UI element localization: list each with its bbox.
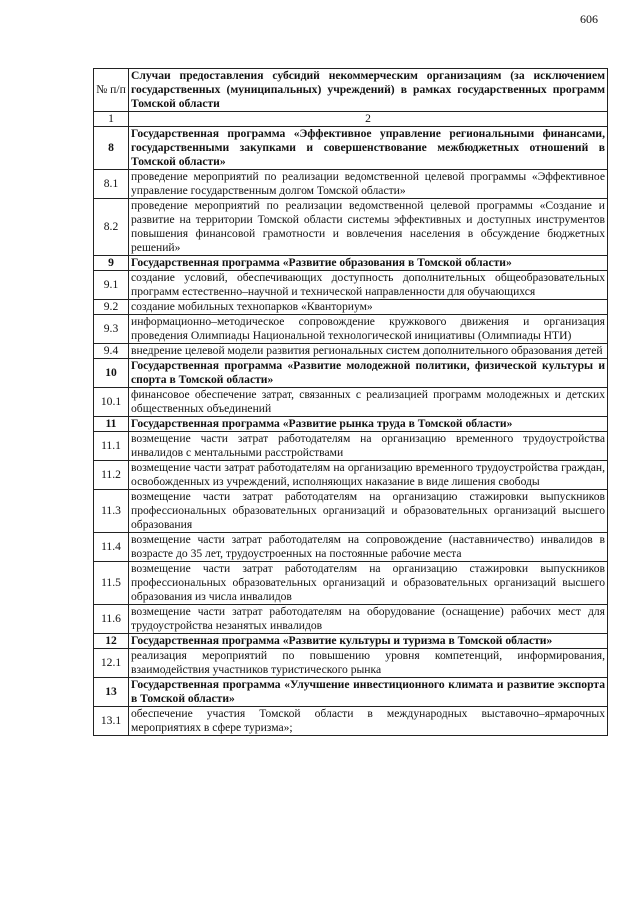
table-row — [94, 344, 608, 359]
table-row — [94, 533, 608, 562]
row-number: 11.2 — [94, 461, 129, 490]
program-title: Государственная программа «Эффективное управление региональными финансами, государственными закупками и совершенствование межбюджетных отношений в Томской области» — [129, 127, 608, 170]
table-row — [94, 271, 608, 300]
row-number: 9.3 — [94, 315, 129, 344]
row-number: 11.5 — [94, 562, 129, 605]
program-title: Государственная программа «Развитие молодежной политики, физической культуры и спорта в Томской области» — [129, 359, 608, 388]
row-number: 12.1 — [94, 649, 129, 678]
row-number: 13.1 — [94, 707, 129, 736]
row-number: 9.4 — [94, 344, 129, 359]
row-number: 9.2 — [94, 300, 129, 315]
table-row — [94, 461, 608, 490]
row-text: создание мобильных технопарков «Кванториум» — [129, 300, 608, 315]
table-row — [94, 199, 608, 256]
row-number: 9 — [94, 256, 129, 271]
row-number: 8.1 — [94, 170, 129, 199]
table-row — [94, 300, 608, 315]
row-text: возмещение части затрат работодателям на организацию стажировки выпускников профессиональных образовательных организаций и образовательных организаций высшего образования — [129, 490, 608, 533]
row-text: проведение мероприятий по реализации ведомственной целевой программы «Эффективное управление государственным долгом Томской области» — [129, 170, 608, 199]
table-row — [94, 649, 608, 678]
column-number-1: 1 — [94, 112, 129, 127]
row-number: 8.2 — [94, 199, 129, 256]
program-title: Государственная программа «Развитие рынка труда в Томской области» — [129, 417, 608, 432]
row-text: возмещение части затрат работодателям на организацию временного трудоустройства граждан, освобожденных из учреждений, исполняющих наказание в виде лишения свободы — [129, 461, 608, 490]
row-text: информационно–методическое сопровождение кружкового движения и организация проведения Олимпиады Национальной технологической инициативы (Олимпиады НТИ) — [129, 315, 608, 344]
header-case-cell: Случаи предоставления субсидий некоммерческим организациям (за исключением государственных (муниципальных) учреждений) в рамках государственных программ Томской области — [129, 69, 608, 112]
table-row — [94, 388, 608, 417]
row-text: внедрение целевой модели развития региональных систем дополнительного образования детей — [129, 344, 608, 359]
table-row — [94, 490, 608, 533]
row-text: реализация мероприятий по повышению уровня компетенций, информирования, взаимодействия участников туристического рынка — [129, 649, 608, 678]
column-number-row — [94, 112, 608, 127]
row-number: 9.1 — [94, 271, 129, 300]
table-header-row — [94, 69, 608, 112]
row-number: 13 — [94, 678, 129, 707]
program-title: Государственная программа «Улучшение инвестиционного климата и развитие экспорта в Томской области» — [129, 678, 608, 707]
program-title: Государственная программа «Развитие образования в Томской области» — [129, 256, 608, 271]
table-row — [94, 432, 608, 461]
table-row — [94, 315, 608, 344]
row-number: 11.6 — [94, 605, 129, 634]
row-text: возмещение части затрат работодателям на оборудование (оснащение) рабочих мест для трудоустройства незанятых инвалидов — [129, 605, 608, 634]
program-row — [94, 359, 608, 388]
program-row — [94, 634, 608, 649]
row-text: возмещение части затрат работодателям на организацию временного трудоустройства инвалидов с ментальными расстройствами — [129, 432, 608, 461]
page-number: 606 — [580, 12, 598, 26]
table-row — [94, 605, 608, 634]
row-text: возмещение части затрат работодателям на сопровождение (наставничество) инвалидов в возрасте до 35 лет, трудоустроенных на постоянные рабочие места — [129, 533, 608, 562]
table-row — [94, 562, 608, 605]
row-number: 11.3 — [94, 490, 129, 533]
row-number: 12 — [94, 634, 129, 649]
row-number: 10.1 — [94, 388, 129, 417]
row-text: создание условий, обеспечивающих доступность дополнительных общеобразовательных программ естественно–научной и технической направленности для обучающихся — [129, 271, 608, 300]
program-row — [94, 127, 608, 170]
row-text: возмещение части затрат работодателям на организацию стажировки выпускников профессиональных образовательных организаций и образовательных организаций высшего образования из числа инвалидов — [129, 562, 608, 605]
column-number-2: 2 — [129, 112, 608, 127]
row-text: финансовое обеспечение затрат, связанных с реализацией программ молодежных и детских общественных объединений — [129, 388, 608, 417]
row-text: обеспечение участия Томской области в международных выставочно–ярмарочных мероприятиях в сфере туризма»; — [129, 707, 608, 736]
row-number: 11.4 — [94, 533, 129, 562]
subsidy-cases-table — [93, 68, 608, 736]
header-num-cell: № п/п — [94, 69, 129, 112]
program-row — [94, 678, 608, 707]
row-number: 10 — [94, 359, 129, 388]
row-text: проведение мероприятий по реализации ведомственной целевой программы «Создание и развитие на территории Томской области системы эффективных и доступных инструментов повышения финансовой грамотности и вовлечения населения в обсуждение бюджетных решений» — [129, 199, 608, 256]
program-title: Государственная программа «Развитие культуры и туризма в Томской области» — [129, 634, 608, 649]
row-number: 8 — [94, 127, 129, 170]
program-row — [94, 256, 608, 271]
table-row — [94, 707, 608, 736]
row-number: 11.1 — [94, 432, 129, 461]
table-row — [94, 170, 608, 199]
row-number: 11 — [94, 417, 129, 432]
program-row — [94, 417, 608, 432]
